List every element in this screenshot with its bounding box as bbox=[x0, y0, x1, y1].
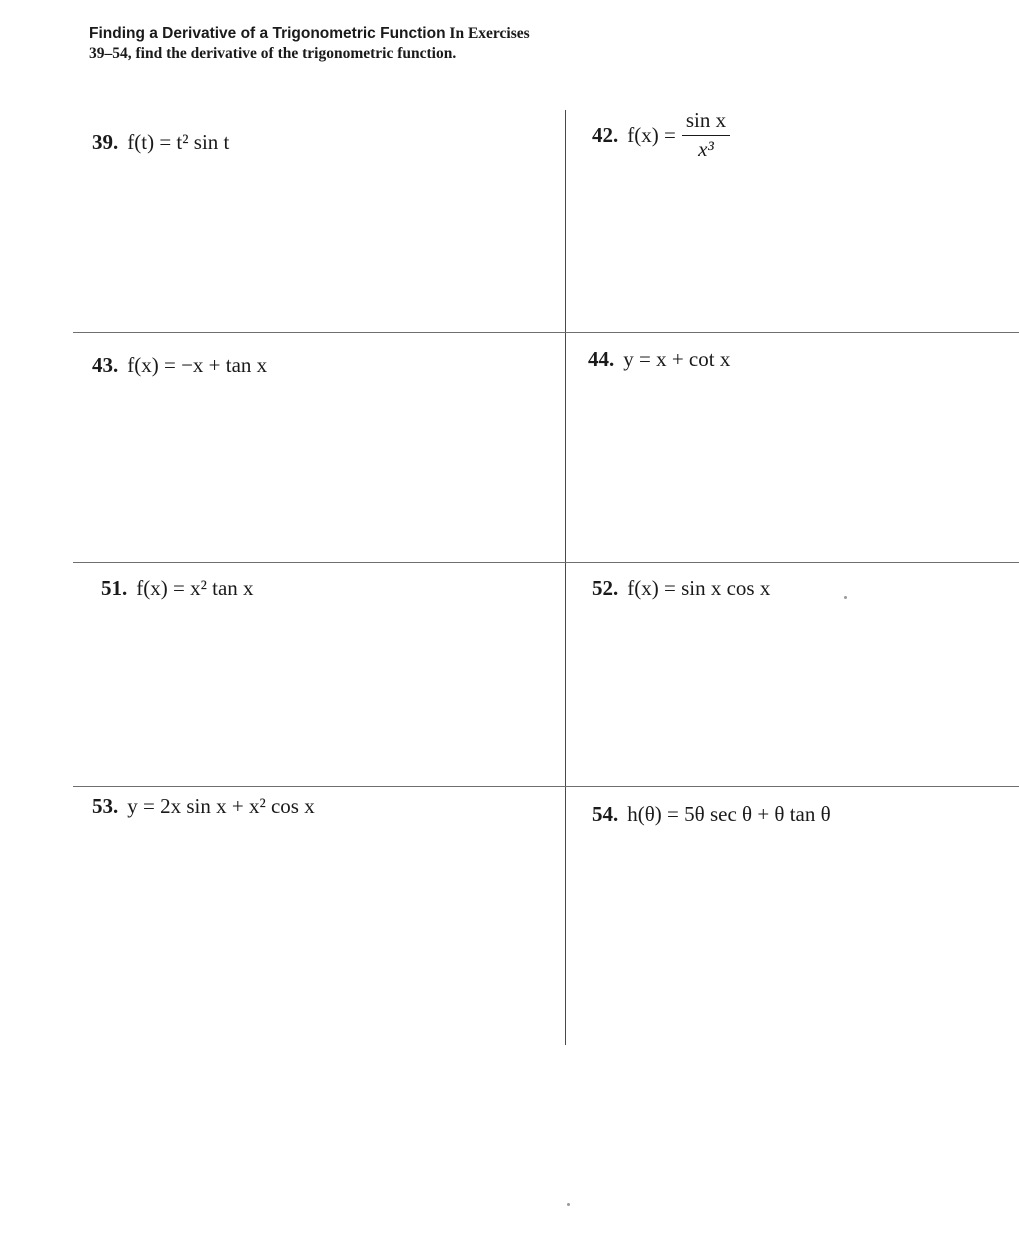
grid-divider-row-3 bbox=[73, 786, 1019, 787]
problem-number: 54. bbox=[592, 802, 619, 826]
problem-expression: f(t) = t² sin t bbox=[127, 130, 230, 154]
problem-51 bbox=[101, 576, 254, 601]
problem-number: 53. bbox=[92, 794, 119, 818]
problem-lhs: f(x) = bbox=[627, 122, 676, 147]
problem-53 bbox=[92, 794, 315, 819]
problem-number: 39. bbox=[92, 130, 119, 154]
grid-divider-row-1 bbox=[73, 332, 1019, 333]
section-instructions: In Exercises 39–54, find the derivative of the trigonometric function. bbox=[89, 25, 530, 62]
problem-number: 43. bbox=[92, 353, 119, 377]
fraction-denominator: x³ bbox=[698, 137, 714, 161]
grid-divider-row-2 bbox=[73, 562, 1019, 563]
problem-44 bbox=[588, 347, 730, 372]
problem-expression: y = x + cot x bbox=[623, 347, 731, 371]
problem-expression: h(θ) = 5θ sec θ + θ tan θ bbox=[627, 802, 831, 826]
problem-43 bbox=[92, 353, 267, 378]
problem-expression: f(x) = x² tan x bbox=[136, 576, 254, 600]
grid-vertical-divider bbox=[565, 110, 566, 1045]
scan-speck bbox=[567, 1203, 570, 1206]
problem-number: 42. bbox=[592, 122, 619, 147]
scan-speck bbox=[844, 596, 847, 599]
problem-expression: y = 2x sin x + x² cos x bbox=[127, 794, 315, 818]
fraction bbox=[682, 108, 730, 162]
problem-number: 44. bbox=[588, 347, 615, 371]
problem-42 bbox=[592, 108, 730, 162]
problem-expression: f(x) = −x + tan x bbox=[127, 353, 268, 377]
problem-number: 52. bbox=[592, 576, 619, 600]
problem-expression: f(x) = sin x cos x bbox=[627, 576, 771, 600]
problem-number: 51. bbox=[101, 576, 128, 600]
problem-52 bbox=[592, 576, 770, 601]
problem-39 bbox=[92, 130, 229, 155]
fraction-numerator: sin x bbox=[682, 108, 730, 136]
section-title: Finding a Derivative of a Trigonometric Function bbox=[89, 25, 446, 42]
problem-54 bbox=[592, 802, 831, 827]
instructions-block bbox=[89, 24, 549, 64]
